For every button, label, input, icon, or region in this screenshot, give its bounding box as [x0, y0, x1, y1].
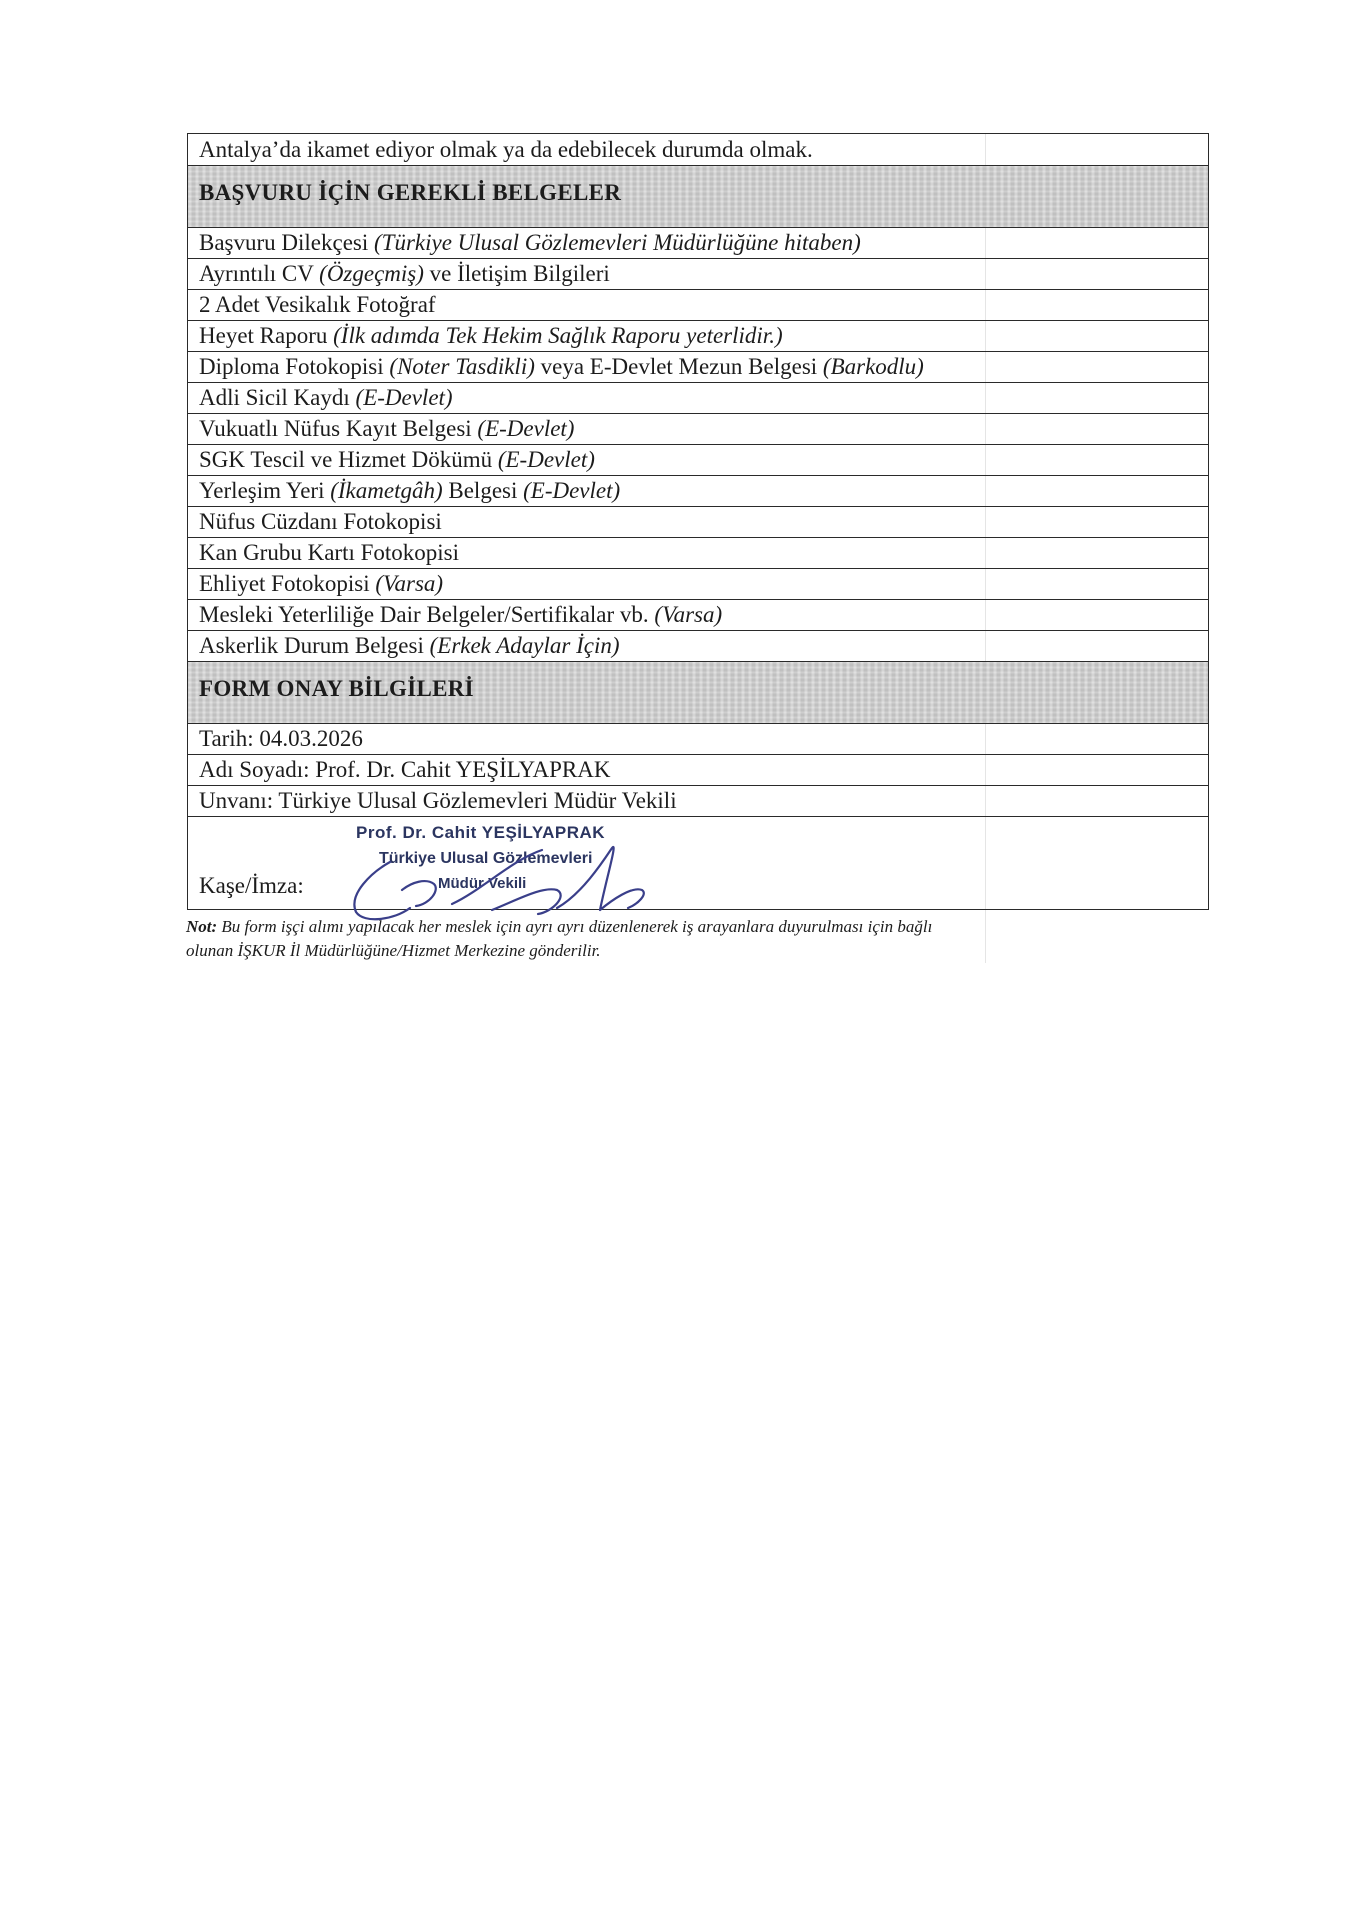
- document-item: [188, 321, 1209, 352]
- handwritten-signature: [342, 820, 662, 930]
- footnote-text-line2: olunan İŞKUR İl Müdürlüğüne/Hizmet Merkezine gönderilir.: [186, 941, 601, 960]
- table-row: [188, 228, 1209, 259]
- document-item-note: (Noter Tasdikli): [389, 354, 535, 379]
- documents-section-header: [188, 166, 1209, 228]
- approval-date: Tarih: 04.03.2026: [188, 724, 1209, 755]
- document-item-text: ve İletişim Bilgileri: [423, 261, 610, 286]
- requirements-form-table: [187, 133, 1209, 910]
- document-item-text: Ehliyet Fotokopisi: [199, 571, 376, 596]
- stamp-signature-cell: [188, 817, 1209, 910]
- footnote-label: Not:: [186, 917, 218, 936]
- document-item-note: (E-Devlet): [355, 385, 453, 410]
- table-row: [188, 724, 1209, 755]
- table-row: [188, 662, 1209, 724]
- document-item: [188, 476, 1209, 507]
- document-item-note: (Barkodlu): [822, 354, 924, 379]
- document-item-text: Askerlik Durum Belgesi: [199, 633, 430, 658]
- document-item: [188, 600, 1209, 631]
- residence-requirement: Antalya’da ikamet ediyor olmak ya da edebilecek durumda olmak.: [188, 134, 1209, 166]
- document-item-text: veya E-Devlet Mezun Belgesi: [534, 354, 823, 379]
- document-item-text: Vukuatlı Nüfus Kayıt Belgesi: [199, 416, 478, 441]
- table-row: [188, 259, 1209, 290]
- table-row: [188, 507, 1209, 538]
- document-item-note: (Özgeçmiş): [319, 261, 424, 286]
- approval-title: Unvanı: Türkiye Ulusal Gözlemevleri Müdür Vekili: [188, 786, 1209, 817]
- approval-name: Adı Soyadı: Prof. Dr. Cahit YEŞİLYAPRAK: [188, 755, 1209, 786]
- document-item-note: (Varsa): [375, 571, 444, 596]
- document-item-text: Mesleki Yeterliliğe Dair Belgeler/Sertifikalar vb.: [199, 602, 655, 627]
- document-item: [188, 290, 1209, 321]
- document-item-note: (İkametgâh): [330, 478, 443, 503]
- document-item-note: (Türkiye Ulusal Gözlemevleri Müdürlüğüne hitaben): [374, 230, 861, 255]
- table-row: [188, 290, 1209, 321]
- table-row: [188, 321, 1209, 352]
- document-item: [188, 228, 1209, 259]
- document-item-text: SGK Tescil ve Hizmet Dökümü: [199, 447, 498, 472]
- document-item-note: (Erkek Adaylar İçin): [429, 633, 620, 658]
- table-row: [188, 134, 1209, 166]
- stamp-position: Müdür Vekili: [438, 875, 527, 892]
- document-item-text: Nüfus Cüzdanı Fotokopisi: [199, 509, 442, 534]
- table-row: [188, 786, 1209, 817]
- document-item-text: Yerleşim Yeri: [199, 478, 331, 503]
- document-item: [188, 631, 1209, 662]
- stamp-signature-label: Kaşe/İmza:: [199, 873, 304, 898]
- document-item: [188, 259, 1209, 290]
- table-row: [188, 414, 1209, 445]
- table-row: [188, 569, 1209, 600]
- document-item-note: (İlk adımda Tek Hekim Sağlık Raporu yeterlidir.): [333, 323, 783, 348]
- table-row: [188, 383, 1209, 414]
- document-item-text: Ayrıntılı CV: [199, 261, 320, 286]
- approval-section-title: FORM ONAY BİLGİLERİ: [199, 675, 474, 701]
- approval-section-header: [188, 662, 1209, 724]
- document-item: [188, 507, 1209, 538]
- footnote: [186, 915, 1226, 963]
- document-item-text: Heyet Raporu: [199, 323, 334, 348]
- document-item: [188, 352, 1209, 383]
- document-item-note: (E-Devlet): [477, 416, 575, 441]
- document-item: [188, 538, 1209, 569]
- table-row: [188, 538, 1209, 569]
- table-row: [188, 445, 1209, 476]
- document-item: [188, 414, 1209, 445]
- table-row: [188, 166, 1209, 228]
- table-row: [188, 631, 1209, 662]
- document-item-text: Diploma Fotokopisi: [199, 354, 390, 379]
- document-item-text: Belgesi: [442, 478, 524, 503]
- document-item-text: 2 Adet Vesikalık Fotoğraf: [199, 292, 436, 317]
- footnote-text-line1: Bu form işçi alımı yapılacak her meslek için ayrı ayrı düzenlenerek iş arayanlara duyurulması için bağlı: [217, 917, 933, 936]
- documents-section-title: BAŞVURU İÇİN GEREKLİ BELGELER: [199, 179, 622, 205]
- document-item-text: Kan Grubu Kartı Fotokopisi: [199, 540, 460, 565]
- table-row: [188, 476, 1209, 507]
- document-item-text: Adli Sicil Kaydı: [199, 385, 356, 410]
- table-row: [188, 600, 1209, 631]
- document-item-note: (E-Devlet): [523, 478, 621, 503]
- document-item: [188, 445, 1209, 476]
- document-item: [188, 569, 1209, 600]
- document-item-note: (E-Devlet): [497, 447, 595, 472]
- table-row: [188, 817, 1209, 910]
- documents-list: [188, 228, 1209, 662]
- document-item-note: (Varsa): [654, 602, 723, 627]
- document-item-text: Başvuru Dilekçesi: [199, 230, 375, 255]
- table-row: [188, 755, 1209, 786]
- table-row: [188, 352, 1209, 383]
- stamp-name: Prof. Dr. Cahit YEŞİLYAPRAK: [356, 823, 606, 842]
- document-item: [188, 383, 1209, 414]
- stamp-institution: Türkiye Ulusal Gözlemevleri: [379, 850, 593, 867]
